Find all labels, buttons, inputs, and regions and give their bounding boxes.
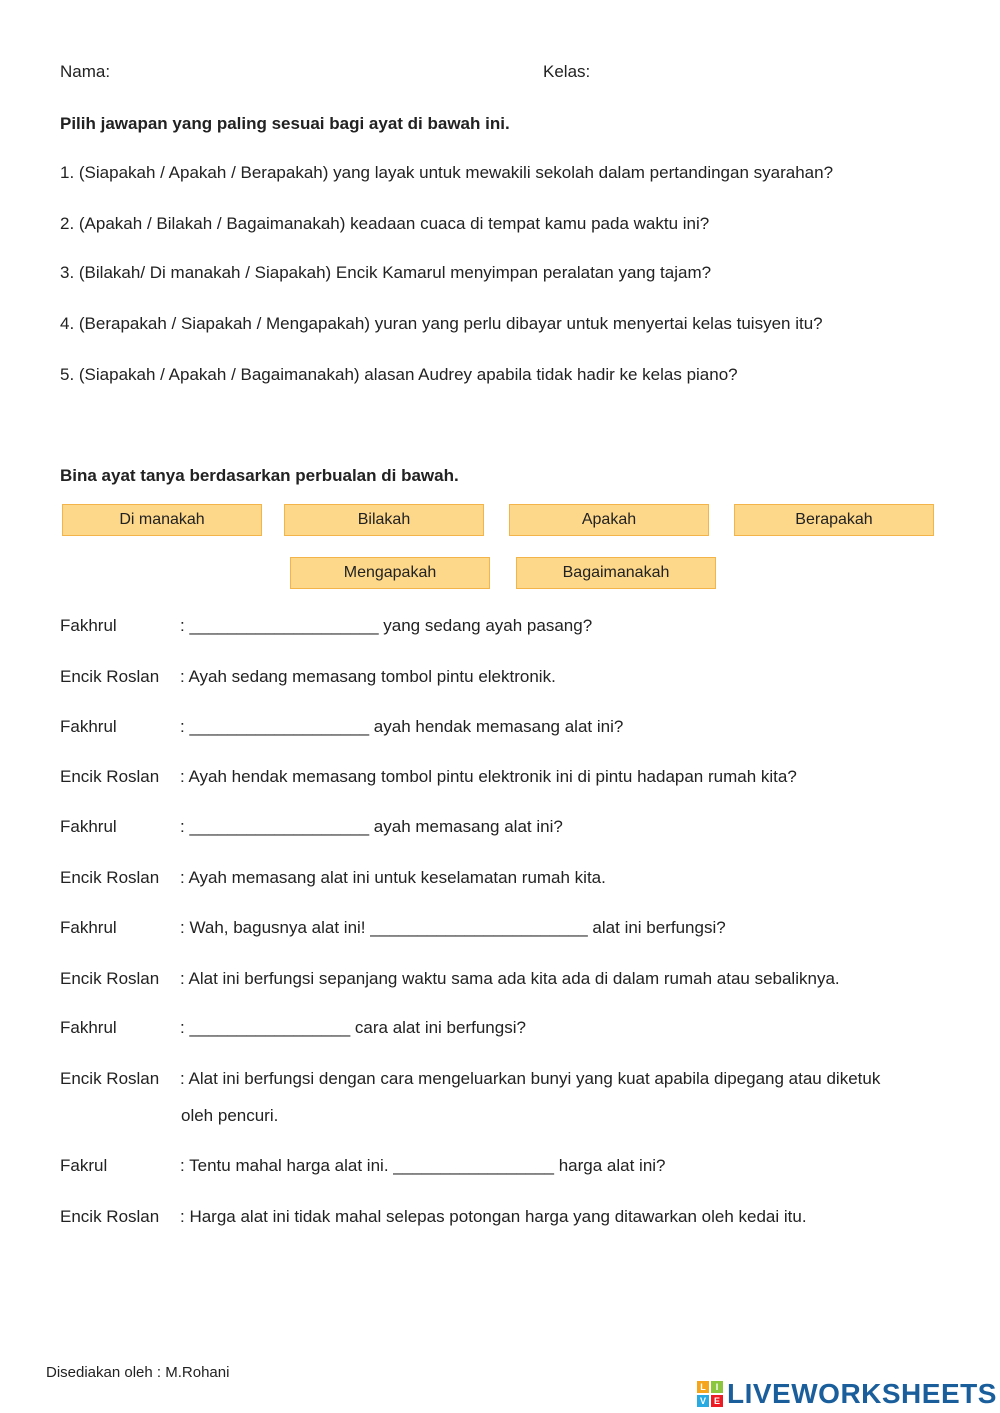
dialogue-line: : Ayah memasang alat ini untuk keselamatan rumah kita.: [180, 868, 606, 887]
word-chip-apakah[interactable]: Apakah: [509, 504, 709, 536]
dialogue-line: : ___________________ ayah memasang alat ini?: [180, 817, 563, 836]
speaker-label: Encik Roslan: [60, 1069, 160, 1088]
speaker-label: Encik Roslan: [60, 1207, 160, 1226]
word-chip-berapakah[interactable]: Berapakah: [734, 504, 934, 536]
dialogue-line: : ___________________ ayah hendak memasang alat ini?: [180, 717, 624, 736]
question-3: 3. (Bilakah/ Di manakah / Siapakah) Encik Kamarul menyimpan peralatan yang tajam?: [60, 263, 712, 282]
dialogue-line: : Alat ini berfungsi sepanjang waktu sama ada kita ada di dalam rumah atau sebaliknya.: [180, 969, 840, 988]
liveworksheets-logo: [697, 1378, 997, 1410]
word-chip-bilakah[interactable]: Bilakah: [284, 504, 484, 536]
speaker-label: Encik Roslan: [60, 868, 160, 887]
dialogue-line: : Ayah hendak memasang tombol pintu elektronik ini di pintu hadapan rumah kita?: [180, 767, 797, 786]
question-2: 2. (Apakah / Bilakah / Bagaimanakah) keadaan cuaca di tempat kamu pada waktu ini?: [60, 214, 710, 233]
word-chip-di-manakah[interactable]: Di manakah: [62, 504, 262, 536]
logo-text: LIVEWORKSHEETS: [727, 1378, 997, 1409]
dialogue-line-continued: oleh pencuri.: [181, 1106, 279, 1125]
speaker-label: Fakhrul: [60, 616, 117, 635]
logo-block: L: [697, 1381, 709, 1393]
question-1: 1. (Siapakah / Apakah / Berapakah) yang layak untuk mewakili sekolah dalam pertandingan syarahan?: [60, 163, 834, 182]
speaker-label: Fakhrul: [60, 717, 117, 736]
dialogue-line: : ____________________ yang sedang ayah pasang?: [180, 616, 593, 635]
logo-block: E: [711, 1395, 723, 1407]
dialogue-line: : Alat ini berfungsi dengan cara mengeluarkan bunyi yang kuat apabila dipegang atau diketuk: [180, 1069, 881, 1088]
class-label: Kelas:: [543, 62, 591, 81]
section2-instruction: Bina ayat tanya berdasarkan perbualan di bawah.: [60, 466, 459, 485]
dialogue-line: : Wah, bagusnya alat ini! _______________________ alat ini berfungsi?: [180, 918, 726, 937]
dialogue-line: : Harga alat ini tidak mahal selepas potongan harga yang ditawarkan oleh kedai itu.: [180, 1207, 807, 1226]
speaker-label: Encik Roslan: [60, 667, 160, 686]
word-chip-bagaimanakah[interactable]: Bagaimanakah: [516, 557, 716, 589]
name-label: Nama:: [60, 62, 111, 81]
speaker-label: Fakhrul: [60, 817, 117, 836]
dialogue-line: : Tentu mahal harga alat ini. _________________ harga alat ini?: [180, 1156, 666, 1175]
question-4: 4. (Berapakah / Siapakah / Mengapakah) yuran yang perlu dibayar untuk menyertai kelas tuisyen itu?: [60, 314, 823, 333]
speaker-label: Encik Roslan: [60, 767, 160, 786]
question-5: 5. (Siapakah / Apakah / Bagaimanakah) alasan Audrey apabila tidak hadir ke kelas piano?: [60, 365, 738, 384]
word-chip-mengapakah[interactable]: Mengapakah: [290, 557, 490, 589]
logo-blocks-icon: [697, 1381, 723, 1407]
speaker-label: Fakhrul: [60, 918, 117, 937]
speaker-label: Encik Roslan: [60, 969, 160, 988]
dialogue-line: : Ayah sedang memasang tombol pintu elektronik.: [180, 667, 556, 686]
section1-instruction: Pilih jawapan yang paling sesuai bagi ayat di bawah ini.: [60, 114, 510, 133]
footer-credit: Disediakan oleh : M.Rohani: [46, 1364, 230, 1381]
logo-block: I: [711, 1381, 723, 1393]
speaker-label: Fakrul: [60, 1156, 108, 1175]
dialogue-line: : _________________ cara alat ini berfungsi?: [180, 1018, 526, 1037]
speaker-label: Fakhrul: [60, 1018, 117, 1037]
logo-block: V: [697, 1395, 709, 1407]
